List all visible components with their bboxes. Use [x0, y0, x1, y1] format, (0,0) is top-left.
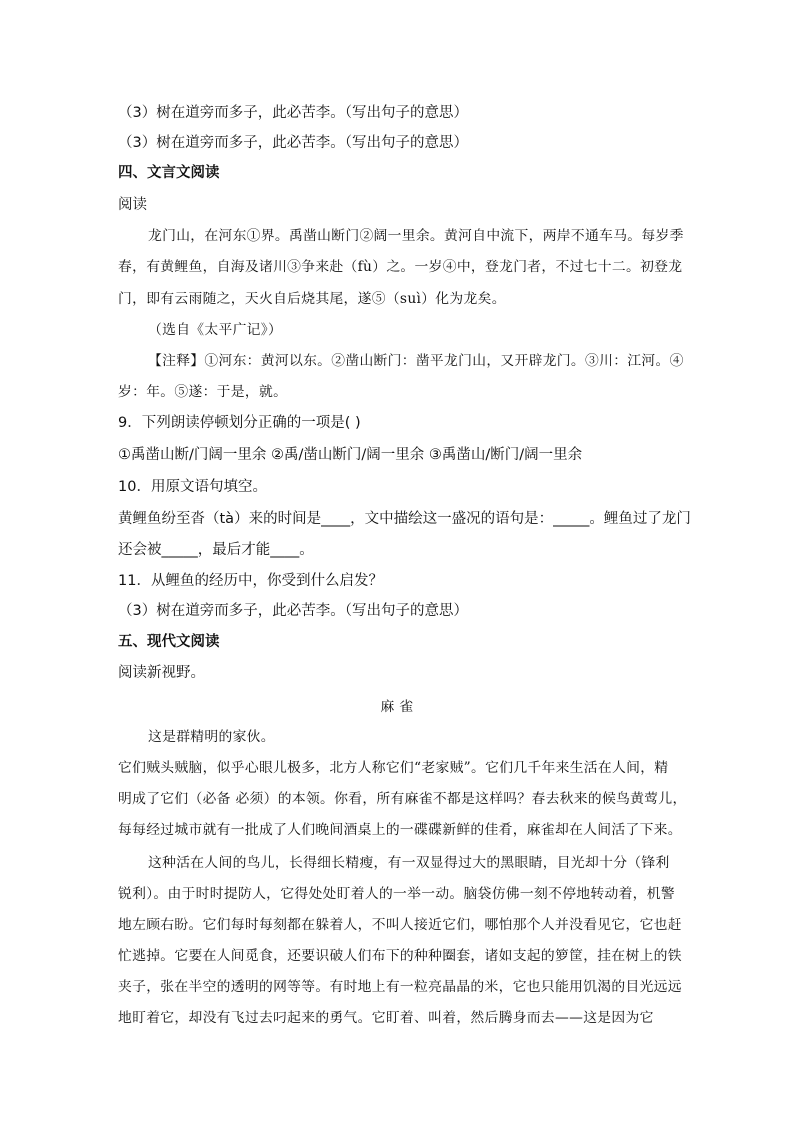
passage-source: （选自《太平广记》）: [148, 322, 283, 338]
passage-title: 麻 雀: [380, 699, 414, 715]
question-9: 9．下列朗读停顿划分正确的一项是( ): [118, 415, 361, 431]
section-heading: 四、文言文阅读: [118, 165, 220, 181]
question-line: （3）树在道旁而多子，此必苦李。（写出句子的意思）: [118, 105, 468, 121]
passage-line: 这种活在人间的鸟儿，长得细长精瘦，有一双显得过大的黑眼睛，目光却十分（锋利: [148, 855, 670, 871]
passage-line: 它们贼头贼脑，似乎心眼儿极多，北方人称它们“老家贼”。它们几千年来生活在人间，精: [118, 760, 669, 776]
passage-line: 忙逃掉。它要在人间觅食，还要识破人们布下的种种圈套，诸如支起的箩筐，挂在树上的铁: [118, 948, 682, 964]
notes-line: 岁：年。⑤遂：于是，就。: [118, 384, 288, 400]
passage-line: 春，有黄鲤鱼，自海及诸川③争来赴（fù）之。一岁④中，登龙门者，不过七十二。初登龙: [118, 259, 683, 275]
passage-line: 锐利）。由于时时提防人，它得处处盯着人的一举一动。脑袋仿佛一刻不停地转动着，机警: [118, 886, 675, 902]
passage-line: 龙门山，在河东①界。禹凿山断门②阔一里余。黄河自中流下，两岸不通车马。每岁季: [148, 228, 684, 244]
question-10-line: 黄鲤鱼纷至沓（tà）来的时间是____，文中描绘这一盛况的语句是：_____。鲤鱼过了龙门: [118, 511, 691, 527]
passage-line: 每每经过城市就有一批成了人们晚间酒桌上的一碟碟新鲜的佳肴，麻雀却在人间活了下来。: [118, 822, 682, 838]
read-label: 阅读新视野。: [118, 665, 205, 681]
passage-line: 明成了它们（必备 必须）的本领。你看，所有麻雀不都是这样吗？春去秋来的候鸟黄莺儿，: [118, 791, 687, 807]
question-10: 10．用原文语句填空。: [118, 479, 267, 495]
read-label: 阅读: [118, 197, 147, 213]
passage-line: 地盯着它，却没有飞过去叼起来的勇气。它盯着、叫着，然后腾身而去——这是因为它: [118, 1010, 654, 1026]
passage-line: 夹子，张在半空的透明的网等等。有时地上有一粒亮晶晶的米，它也只能用饥渴的目光远远: [118, 979, 682, 995]
question-11: 11．从鲤鱼的经历中，你受到什么启发？: [118, 573, 383, 589]
question-line: （3）树在道旁而多子，此必苦李。（写出句子的意思）: [118, 603, 468, 619]
passage-line: 地左顾右盼。它们每时每刻都在躲着人，不叫人接近它们，哪怕那个人并没看见它，它也赶: [118, 917, 682, 933]
passage-line: 这是群精明的家伙。: [148, 729, 275, 745]
question-10-line: 还会被_____，最后才能____。: [118, 542, 314, 558]
passage-line: 门，即有云雨随之，天火自后烧其尾，遂⑤（suì）化为龙矣。: [118, 291, 506, 307]
question-line: （3）树在道旁而多子，此必苦李。（写出句子的意思）: [118, 135, 468, 151]
question-9-options: ①禹凿山断/门阔一里余 ②禹/凿山断门/阔一里余 ③禹凿山/断门/阔一里余: [118, 447, 583, 463]
section-heading: 五、现代文阅读: [118, 634, 220, 650]
notes-line: 【注释】①河东：黄河以东。②凿山断门：凿平龙门山，又开辟龙门。③川：江河。④: [148, 353, 684, 369]
